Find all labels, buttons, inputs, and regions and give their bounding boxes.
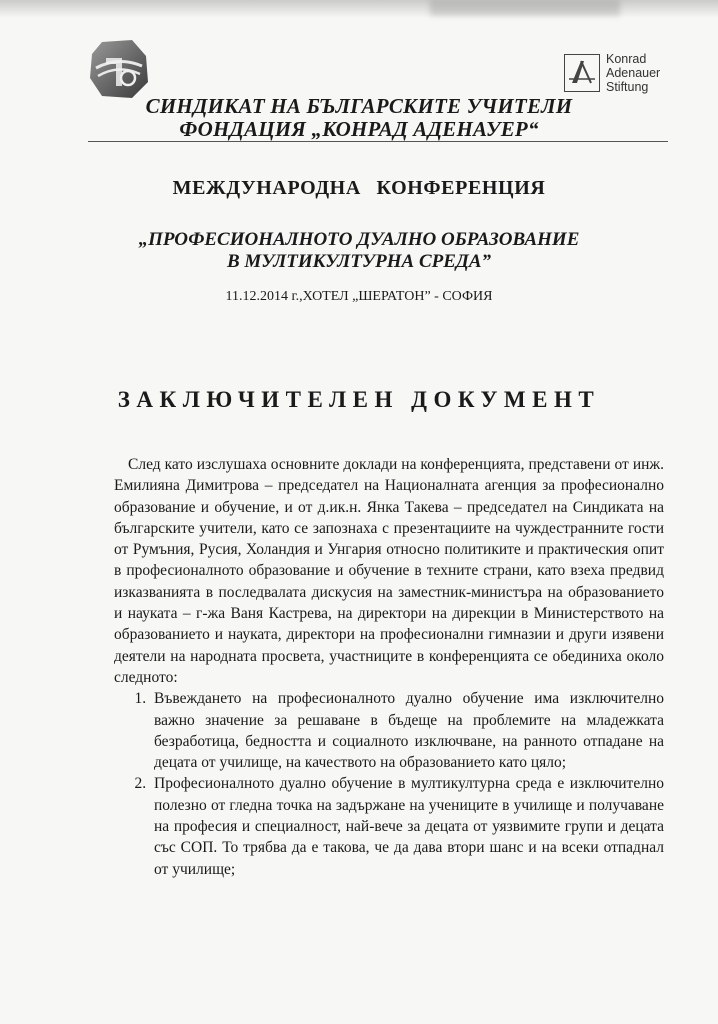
- conference-date-place: 11.12.2014 г.,ХОТЕЛ „ШЕРАТОН” - СОФИЯ: [225, 289, 493, 304]
- list-item: 2. Професионалното дуално обучение в мултикултурна среда е изключително полезно от гледна точка на задържане на учениците в училище и получаване на професия и специалност, най-вече за децата от уязвимите групи и децата със СОП. То трябва да е такова, че да дава втори шанс и на всеки отпаднал от училище;: [150, 773, 664, 879]
- kas-line-2: Adenauer: [606, 66, 661, 80]
- header-divider: [88, 141, 668, 142]
- document-body: [114, 454, 664, 880]
- conference-title: МЕЖДУНАРОДНА КОНФЕРЕНЦИЯ: [172, 177, 546, 199]
- kas-line-3: Stiftung: [606, 80, 649, 94]
- list-item: 1. Въвеждането на професионалното дуално обучение има изключително важно значение за решаване в бъдеще на проблемите на младежката безработица, бедността и социалното изключване, на ранното отпадане на децата от училище, на качеството на образованието като цяло;: [150, 688, 664, 773]
- org-name-union: СИНДИКАТ НА БЪЛГАРСКИТЕ УЧИТЕЛИ: [145, 94, 573, 118]
- scan-smudge: [430, 0, 620, 16]
- conference-theme-line-2: В МУЛТИКУЛТУРНА СРЕДА”: [226, 251, 492, 272]
- kas-line-1: Konrad: [606, 52, 647, 66]
- conclusions-list: [114, 688, 664, 880]
- kas-logo-icon: [564, 54, 600, 92]
- kas-logo-text: [606, 52, 660, 94]
- document-title: ЗАКЛЮЧИТЕЛЕН ДОКУМЕНТ: [117, 387, 601, 412]
- union-emblem-icon: [88, 38, 150, 100]
- conference-theme-line-1: „ПРОФЕСИОНАЛНОТО ДУАЛНО ОБРАЗОВАНИЕ: [138, 229, 580, 250]
- org-name-foundation: ФОНДАЦИЯ „КОНРАД АДЕНАУЕР“: [179, 117, 539, 141]
- intro-paragraph: След като изслушаха основните доклади на конференцията, представени от инж. Емилияна Димитрова – председател на Националната агенция за професионално образование и обучение, и от д.ик.н. Янка Такева – председател на Синдиката на българските учители, като се запознаха с презентациите на чуждестранните гости от Румъния, Русия, Холандия и Унгария относно политиките и практическия опит в професионалното образование и обучение в техните страни, като взеха предвид изказванията в последвалата дискусия на заместник-министъра на образованието и науката – г-жа Ваня Кастрева, на директори на дирекции в Министерството на образованието и науката, директори на професионални гимназии и други изявени деятели на народната просвета, участниците в конференцията се обединиха около следното:: [114, 456, 664, 686]
